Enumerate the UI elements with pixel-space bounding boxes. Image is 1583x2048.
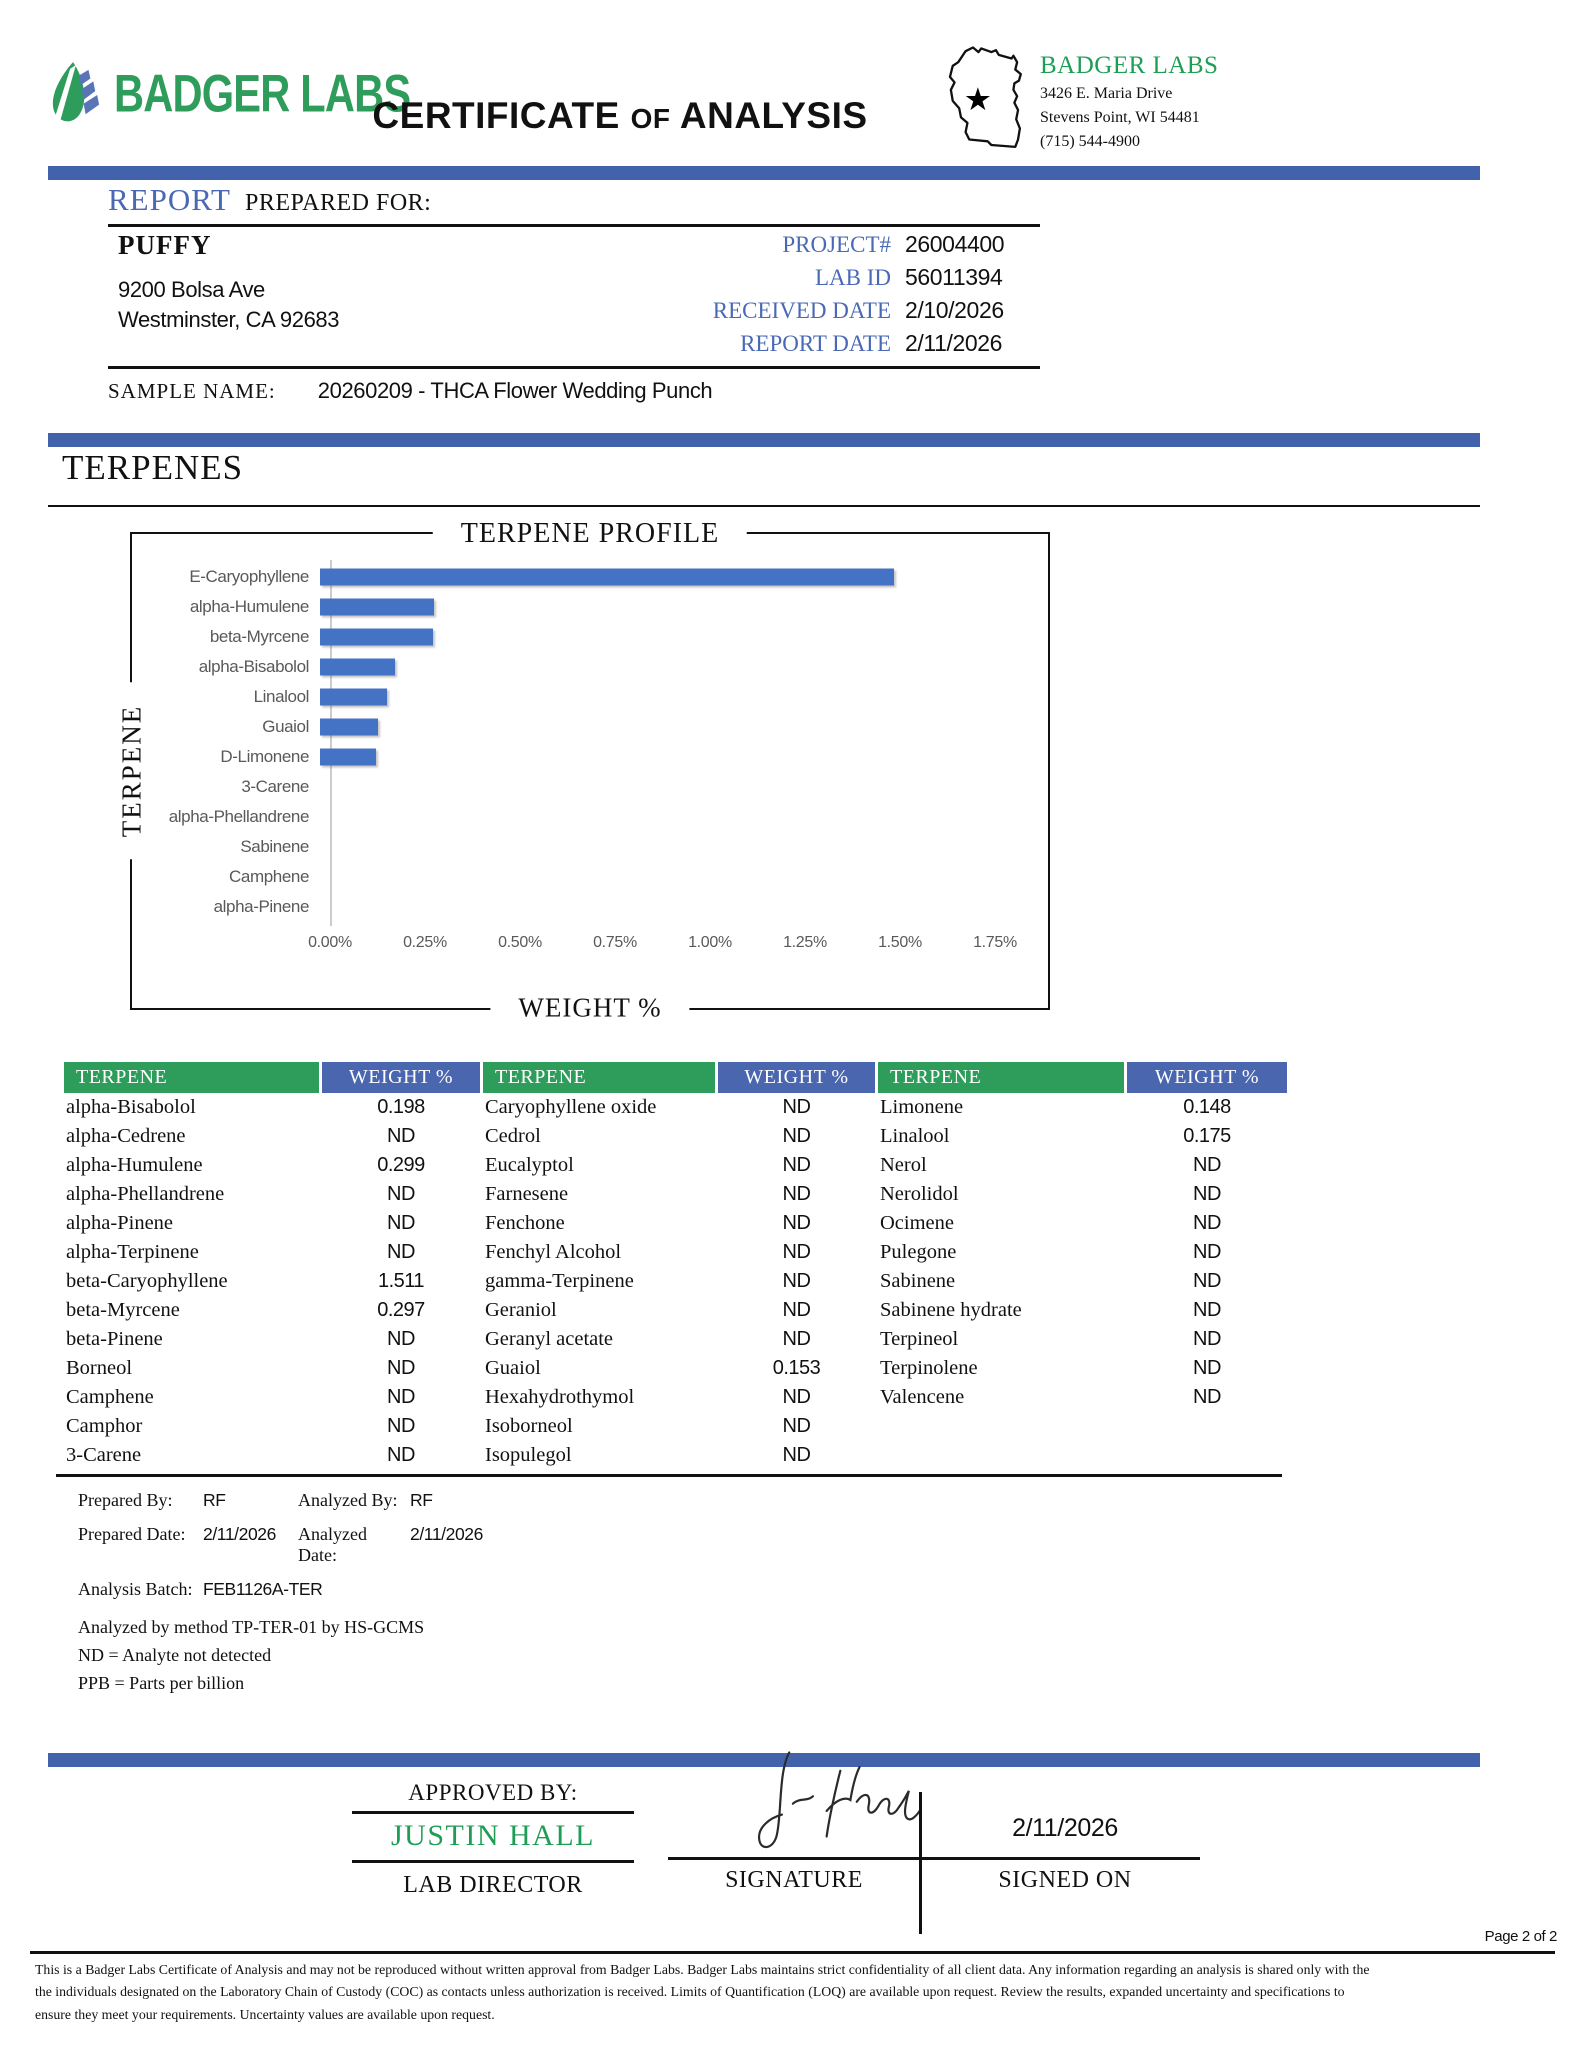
chart-plot-area xyxy=(140,562,1042,960)
terpene-value-cell: ND xyxy=(782,1096,811,1118)
chart-category-label: Guaiol xyxy=(262,717,309,736)
terpene-name-cell: alpha-Terpinene xyxy=(66,1241,199,1263)
approved-by-label: APPROVED BY: xyxy=(352,1780,634,1814)
terpene-name-cell: beta-Pinene xyxy=(66,1328,163,1350)
chart-row xyxy=(140,562,1042,592)
terpene-value-cell: ND xyxy=(782,1270,811,1292)
terpene-name-cell: Fenchyl Alcohol xyxy=(485,1241,622,1263)
leaf-logo-icon xyxy=(44,60,102,128)
report-fields xyxy=(600,231,1040,363)
terpene-value-cell: 0.299 xyxy=(377,1154,425,1176)
chart-row xyxy=(140,712,1042,742)
logo-wordmark: BADGER LABS xyxy=(114,64,411,124)
chart-row xyxy=(140,592,1042,622)
signature-image xyxy=(718,1740,928,1860)
client-address: 9200 Bolsa Ave Westminster, CA 92683 xyxy=(118,277,340,332)
terpene-name-cell: Eucalyptol xyxy=(485,1154,574,1176)
terpene-name-cell: Geranyl acetate xyxy=(485,1328,614,1350)
client-block xyxy=(118,230,339,335)
terpene-results-table xyxy=(64,1062,1287,1470)
terpene-name-cell: beta-Myrcene xyxy=(66,1299,180,1321)
client-name: PUFFY xyxy=(118,230,212,260)
signed-on-label: SIGNED ON xyxy=(998,1867,1132,1893)
terpene-name-cell: Valencene xyxy=(880,1386,965,1408)
terpene-name-cell: Caryophyllene oxide xyxy=(485,1096,657,1118)
chart-bar xyxy=(320,689,387,706)
terpene-value-cell: ND xyxy=(782,1415,811,1437)
terpene-name-cell: beta-Caryophyllene xyxy=(66,1270,228,1292)
chart-x-tick: 1.25% xyxy=(783,934,827,951)
terpene-value-cell: ND xyxy=(1193,1154,1221,1176)
chart-category-label: Sabinene xyxy=(240,837,309,856)
chart-row xyxy=(140,622,1042,652)
chart-row xyxy=(140,832,1042,862)
footer-rule xyxy=(30,1951,1555,1954)
footer-disclaimer: This is a Badger Labs Certificate of Analysis and may not be reproduced without written approval from Badger Labs. Badger Labs maintains strict confidentiality of all client data. Any information regarding an analysis is shared only with the the individuals designated on the Laboratory Chain of Custody (COC) as contacts unless authorization is received. Limits of Quantification (LOQ) are available upon request. Review the results, expanded uncertainty and specifications to ensure they meet your requirements. Uncertainty values are available upon request. xyxy=(35,1962,1370,2022)
terpene-value-cell: ND xyxy=(1193,1357,1221,1379)
terpene-value-cell: ND xyxy=(782,1154,811,1176)
chart-category-label: beta-Myrcene xyxy=(209,627,309,646)
report-label: REPORT xyxy=(108,182,231,217)
chart-title: TERPENE PROFILE xyxy=(433,518,747,550)
terpene-value-cell: 0.198 xyxy=(377,1096,425,1118)
terpene-value-cell xyxy=(1127,1412,1287,1441)
terpene-value-cell: 1.511 xyxy=(377,1270,425,1292)
chart-category-label: alpha-Pinene xyxy=(213,897,309,916)
terpene-value-cell: ND xyxy=(387,1212,415,1234)
field-row-report-date: REPORT DATE 2/11/2026 xyxy=(740,330,1003,356)
terpene-value-cell: ND xyxy=(387,1328,415,1350)
table-bottom-rule xyxy=(56,1474,1282,1477)
chart-category-label: 3-Carene xyxy=(241,777,309,796)
terpene-name-cell: Pulegone xyxy=(880,1241,957,1263)
chart-bar xyxy=(320,599,434,616)
terpene-value-cell: ND xyxy=(782,1125,811,1147)
chart-bar xyxy=(320,629,433,646)
terpene-value-cell: ND xyxy=(782,1328,811,1350)
field-row-lab-id: LAB ID 56011394 xyxy=(814,264,1003,290)
terpene-name-cell: Sabinene xyxy=(880,1270,956,1292)
terpene-name-cell: gamma-Terpinene xyxy=(485,1270,634,1292)
analyzed-date-value: 2/11/2026 xyxy=(410,1524,483,1544)
chart-category-label: E-Caryophyllene xyxy=(189,567,309,586)
chart-bar xyxy=(320,569,894,586)
terpene-name-cell: alpha-Cedrene xyxy=(66,1125,186,1147)
signed-on-date: 2/11/2026 xyxy=(1012,1814,1118,1842)
table-header-weight: WEIGHT % xyxy=(1127,1062,1287,1093)
terpene-value-cell: ND xyxy=(1193,1212,1221,1234)
terpene-name-cell: Terpineol xyxy=(880,1328,959,1350)
chart-row xyxy=(140,742,1042,772)
prepared-date-value: 2/11/2026 xyxy=(203,1524,276,1544)
table-header-terpene: TERPENE xyxy=(64,1062,319,1093)
approver-name: JUSTIN HALL xyxy=(352,1814,634,1863)
method-note: Analyzed by method TP-TER-01 by HS-GCMS xyxy=(78,1617,425,1637)
lab-address: 3426 E. Maria Drive Stevens Point, WI 54481 (715) 544-4900 xyxy=(1040,82,1218,154)
sample-name-row: SAMPLE NAME: 20260209 - THCA Flower Wedding Punch xyxy=(108,366,1040,404)
chart-bar xyxy=(320,659,395,676)
analysis-batch-row: Analysis Batch: FEB1126A-TER xyxy=(78,1579,483,1600)
chart-x-tick: 0.75% xyxy=(593,934,637,951)
chart-x-tick: 0.25% xyxy=(403,934,447,951)
terpene-name-cell: Farnesene xyxy=(485,1183,569,1205)
chart-x-tick: 0.00% xyxy=(308,934,352,951)
terpene-name-cell: Limonene xyxy=(880,1096,964,1118)
terpene-name-cell: alpha-Humulene xyxy=(66,1154,203,1176)
signature-line xyxy=(668,1857,1200,1860)
terpene-name-cell xyxy=(878,1412,1124,1441)
terpene-name-cell: Terpinolene xyxy=(880,1357,978,1379)
terpene-value-cell: ND xyxy=(782,1241,811,1263)
terpene-name-cell: Sabinene hydrate xyxy=(880,1299,1022,1321)
terpenes-section-title: TERPENES xyxy=(62,448,244,487)
terpene-name-cell xyxy=(878,1441,1124,1470)
terpene-value-cell: ND xyxy=(387,1183,415,1205)
chart-row xyxy=(140,802,1042,832)
terpenes-section-rule xyxy=(48,505,1480,507)
chart-x-tick: 1.50% xyxy=(878,934,922,951)
terpene-name-cell: Camphor xyxy=(66,1415,143,1437)
chart-category-label: alpha-Bisabolol xyxy=(198,657,309,676)
terpene-value-cell: 0.153 xyxy=(772,1357,821,1379)
table-header-weight: WEIGHT % xyxy=(322,1062,480,1093)
terpene-name-cell: Linalool xyxy=(880,1125,950,1147)
chart-y-axis-label: TERPENE xyxy=(117,683,148,860)
lab-address-block xyxy=(938,38,1218,160)
terpene-name-cell: Nerol xyxy=(880,1154,927,1176)
terpene-value-cell: ND xyxy=(782,1299,811,1321)
terpene-name-cell: Nerolidol xyxy=(880,1183,959,1205)
chart-row xyxy=(140,652,1042,682)
chart-bar xyxy=(320,749,376,766)
analysis-notes xyxy=(78,1490,483,1697)
terpene-name-cell: Cedrol xyxy=(485,1125,541,1147)
signature-date-divider xyxy=(919,1792,922,1934)
terpene-value-cell: ND xyxy=(782,1386,811,1408)
terpene-name-cell: Camphene xyxy=(66,1386,154,1408)
chart-x-tick: 0.50% xyxy=(498,934,542,951)
terpene-name-cell: Geraniol xyxy=(485,1299,557,1321)
terpene-name-cell: Hexahydrothymol xyxy=(485,1386,635,1408)
terpene-value-cell: ND xyxy=(1193,1299,1221,1321)
terpene-name-cell: alpha-Phellandrene xyxy=(66,1183,225,1205)
page-number: Page 2 of 2 xyxy=(1484,1928,1557,1945)
terpene-name-cell: Borneol xyxy=(66,1357,133,1379)
chart-category-label: Linalool xyxy=(253,687,309,706)
terpene-name-cell: Guaiol xyxy=(485,1357,541,1379)
lab-name: BADGER LABS xyxy=(1040,52,1219,79)
chart-category-label: Camphene xyxy=(229,867,309,886)
terpene-value-cell: ND xyxy=(387,1415,415,1437)
terpene-value-cell: ND xyxy=(782,1183,811,1205)
chart-x-ticks xyxy=(308,934,1042,960)
chart-row xyxy=(140,862,1042,892)
chart-row xyxy=(140,682,1042,712)
chart-category-label: D-Limonene xyxy=(220,747,309,766)
prepared-analyzed-date-row: Prepared Date: 2/11/2026 Analyzed Date: 2/11/2026 xyxy=(78,1524,483,1565)
chart-category-label: alpha-Humulene xyxy=(189,597,309,616)
section-divider-bar xyxy=(48,433,1480,447)
terpene-value-cell: ND xyxy=(387,1386,415,1408)
terpene-value-cell: ND xyxy=(1193,1328,1221,1350)
prepared-by-value: RF xyxy=(203,1490,226,1510)
chart-bar xyxy=(320,719,378,736)
analysis-batch-value: FEB1126A-TER xyxy=(203,1579,323,1599)
terpene-name-cell: alpha-Pinene xyxy=(66,1212,174,1234)
lab-phone: (715) 544-4900 xyxy=(1040,133,1140,150)
terpene-name-cell: Fenchone xyxy=(485,1212,565,1234)
table-header-terpene: TERPENE xyxy=(878,1062,1124,1093)
field-row-project: PROJECT# 26004400 xyxy=(782,231,1005,257)
chart-category-label: alpha-Phellandrene xyxy=(168,807,309,826)
sample-name-value: 20260209 - THCA Flower Wedding Punch xyxy=(317,378,713,403)
header-divider-bar xyxy=(48,166,1480,180)
nd-note: ND = Analyte not detected xyxy=(78,1645,272,1665)
star-icon: ★ xyxy=(963,82,992,118)
approved-by-block xyxy=(352,1780,634,1899)
terpene-value-cell: ND xyxy=(1193,1386,1221,1408)
terpene-name-cell: 3-Carene xyxy=(66,1444,142,1466)
field-row-received-date: RECEIVED DATE 2/10/2026 xyxy=(712,297,1004,323)
chart-x-tick: 1.00% xyxy=(688,934,732,951)
terpene-value-cell: 0.148 xyxy=(1183,1096,1231,1118)
chart-x-tick: 1.75% xyxy=(973,934,1017,951)
terpene-value-cell: ND xyxy=(1193,1183,1221,1205)
terpene-value-cell xyxy=(1127,1441,1287,1470)
signature-label: SIGNATURE xyxy=(725,1867,863,1893)
prepared-analyzed-by-row: Prepared By: RF Analyzed By: RF xyxy=(78,1490,483,1511)
approver-role: LAB DIRECTOR xyxy=(403,1872,583,1898)
terpene-value-cell: 0.297 xyxy=(377,1299,425,1321)
chart-x-axis-label: WEIGHT % xyxy=(490,993,689,1024)
terpene-value-cell: ND xyxy=(782,1212,811,1234)
chart-row xyxy=(140,892,1042,922)
wisconsin-map-icon xyxy=(938,38,1030,160)
analyzed-by-value: RF xyxy=(410,1490,433,1510)
terpene-value-cell: ND xyxy=(387,1357,415,1379)
terpene-name-cell: Isoborneol xyxy=(485,1415,573,1437)
terpene-value-cell: ND xyxy=(1193,1241,1221,1263)
document-title: CERTIFICATE OF ANALYSIS xyxy=(372,95,868,136)
chart-bars xyxy=(140,562,1042,922)
terpene-value-cell: ND xyxy=(782,1444,811,1466)
table-header-weight: WEIGHT % xyxy=(718,1062,875,1093)
report-prepared-for-heading: REPORT PREPARED FOR: xyxy=(108,182,1040,227)
terpene-name-cell: alpha-Bisabolol xyxy=(66,1096,196,1118)
terpene-profile-chart xyxy=(116,518,1050,1023)
terpene-value-cell: ND xyxy=(387,1241,415,1263)
table-header-terpene: TERPENE xyxy=(483,1062,715,1093)
chart-row xyxy=(140,772,1042,802)
terpene-value-cell: ND xyxy=(387,1444,415,1466)
terpene-name-cell: Ocimene xyxy=(880,1212,954,1234)
terpene-value-cell: 0.175 xyxy=(1183,1125,1231,1147)
terpene-value-cell: ND xyxy=(1193,1270,1221,1292)
terpene-name-cell: Isopulegol xyxy=(485,1444,572,1466)
terpene-value-cell: ND xyxy=(387,1125,415,1147)
ppb-note: PPB = Parts per billion xyxy=(78,1673,245,1693)
